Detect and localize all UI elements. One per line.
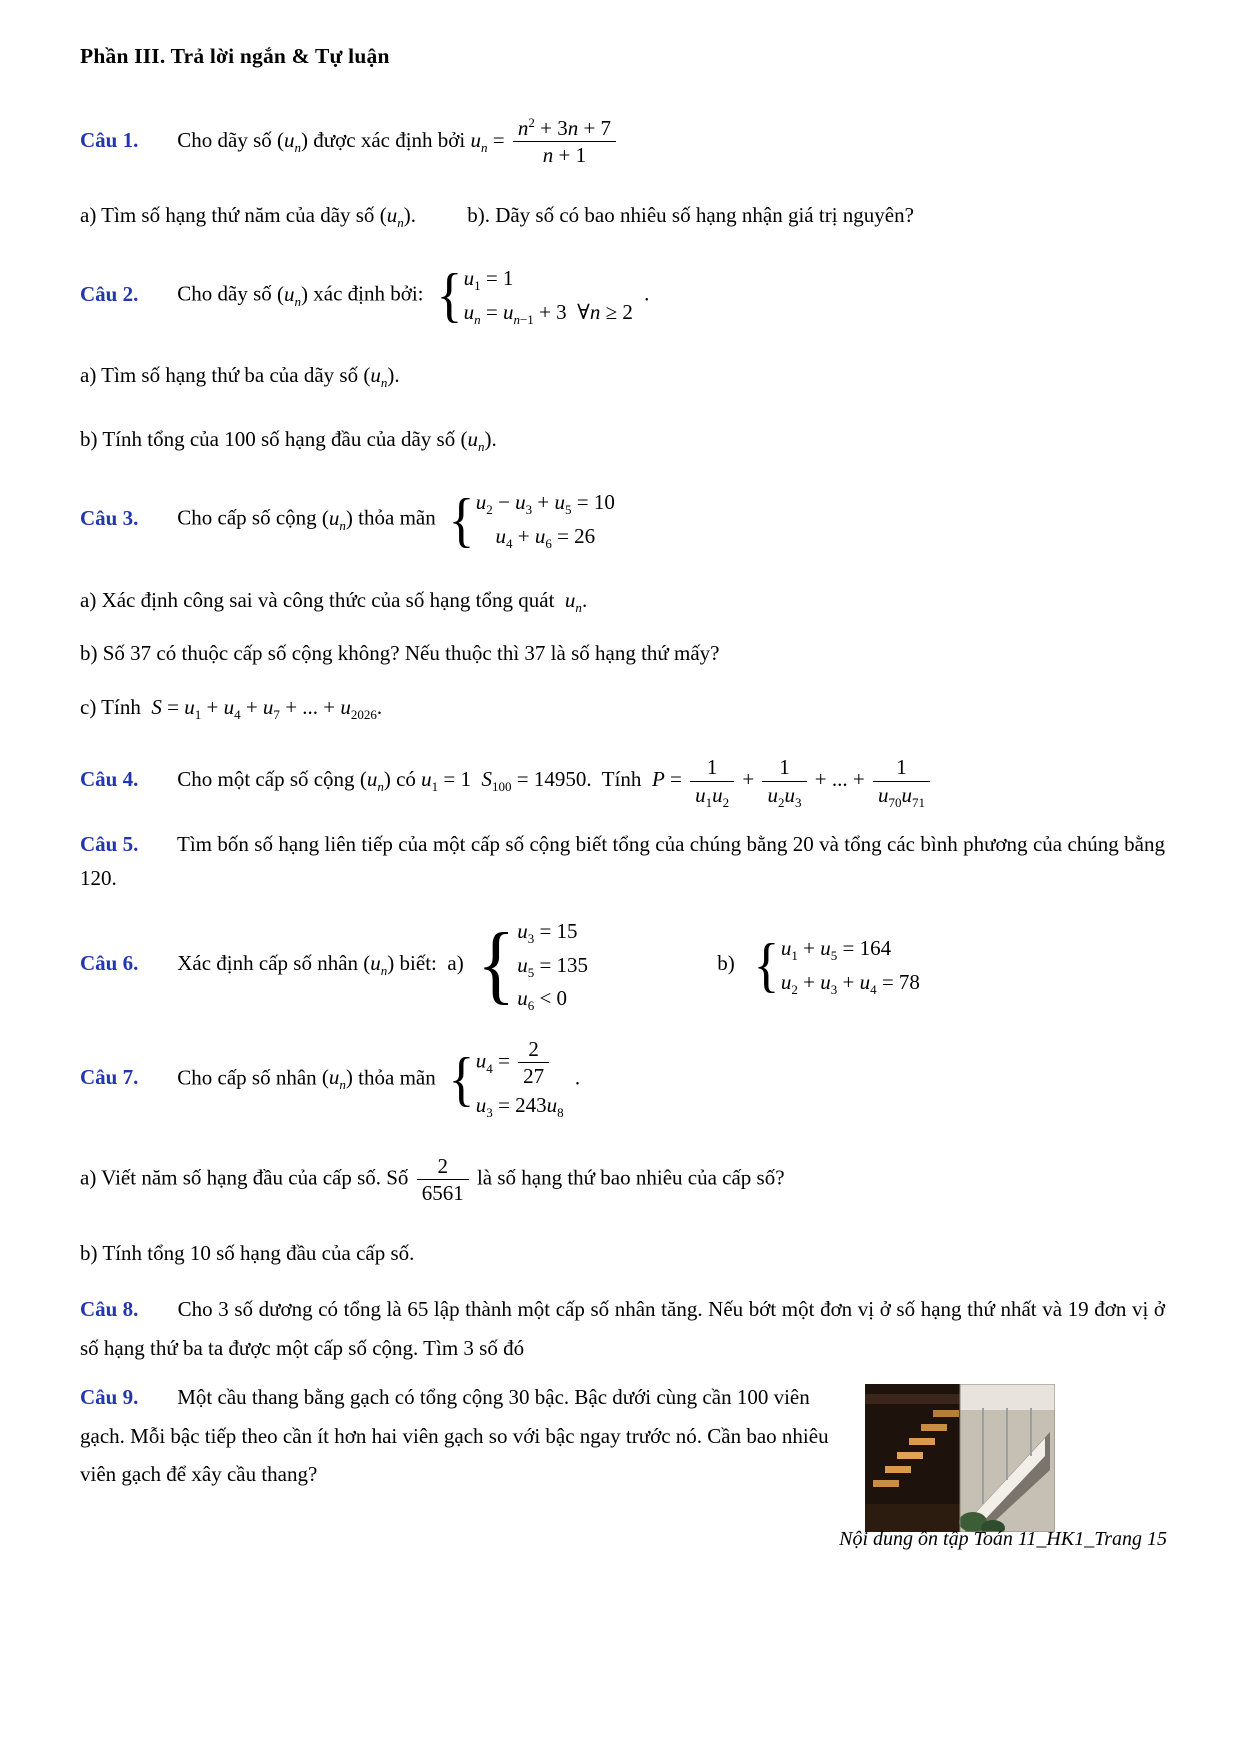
- system-rows: [517, 915, 588, 1016]
- question-5: [80, 828, 1165, 895]
- system-row: $u_4$ = $\frac{2}{27}$: [476, 1036, 564, 1090]
- question-4-label: Câu 4.: [80, 767, 139, 791]
- question-7-system: [447, 1036, 564, 1123]
- question-3-system: [447, 486, 615, 553]
- question-6-label: Câu 6.: [80, 951, 139, 976]
- question-7-part-a: a) Viết năm số hạng đầu của cấp số. Số $\frac{2}{6561}$ là số hạng thứ bao nhiêu của cấp số?: [80, 1154, 785, 1206]
- question-7-label: Câu 7.: [80, 1065, 139, 1090]
- question-3-part-c: c) Tính $S = u_1 + u_4 + u_7$ + ... + $u_{2026}$.: [80, 694, 383, 723]
- system-rows: [781, 932, 920, 999]
- question-1: [80, 115, 1165, 169]
- question-1-label: Câu 1.: [80, 127, 139, 152]
- question-9-text: Một cầu thang bằng gạch có tổng cộng 30 bậc. Bậc dưới cùng cần 100 viên gạch. Mỗi bậc tiếp theo cần ít hơn hai viên gạch so với bậc ngay trước nó. Cần bao nhiêu viên gạch để xây cầu thang?: [80, 1384, 829, 1487]
- question-1-text: Cho dãy số $(u_n)$ được xác định bởi $u_n$ = $\frac{n^2 + 3n + 7}{n + 1}$: [177, 128, 619, 152]
- system-rows: [476, 1036, 564, 1123]
- system-rows: [464, 262, 633, 329]
- left-brace: {: [448, 1045, 475, 1112]
- left-brace: {: [753, 932, 780, 999]
- question-3-text: Cho cấp số cộng $(u_n)$ thỏa mãn: [177, 505, 436, 534]
- question-3-label: Câu 3.: [80, 505, 139, 530]
- question-3-part-a: a) Xác định công sai và công thức của số hạng tổng quát $u_n$.: [80, 587, 588, 615]
- question-8: [80, 1290, 1165, 1368]
- system-row: $u_n = u_{n-1} + 3$ ∀n ≥ 2: [463, 299, 633, 327]
- system-row: $u_1 = 1$: [463, 266, 514, 294]
- question-8-label: Câu 8.: [80, 1297, 139, 1322]
- question-7: [80, 1036, 1165, 1123]
- page-footer: Nội dung ôn tập Toán 11_HK1_Trang 15: [839, 1528, 1167, 1550]
- question-8-text: Cho 3 số dương có tổng là 65 lập thành một cấp số nhân tăng. Nếu bớt một đơn vị ở số hạng thứ nhất và 19 đơn vị ở số hạng thứ ba ta được một cấp số cộng. Tìm 3 số đó: [80, 1297, 1165, 1360]
- question-7-text: Cho cấp số nhân $(u_n)$ thỏa mãn: [177, 1065, 436, 1093]
- staircase-photo-image: [865, 1384, 1055, 1532]
- question-9-label: Câu 9.: [80, 1384, 139, 1409]
- question-6-system-b: [752, 932, 920, 999]
- question-9: [80, 1378, 1165, 1495]
- question-2-label: Câu 2.: [80, 281, 139, 306]
- left-brace: {: [477, 916, 516, 1014]
- question-4: [80, 754, 1165, 808]
- question-7-part-b: b) Tính tổng 10 số hạng đầu của cấp số.: [80, 1240, 415, 1265]
- question-2-period: .: [644, 281, 650, 306]
- question-6-system-a: [475, 915, 588, 1016]
- system-row: $u_2 + u_3 + u_4 = 78$: [780, 969, 920, 997]
- question-6-text: Xác định cấp số nhân $(u_n)$ biết: a): [177, 951, 464, 979]
- question-2: [80, 262, 1165, 329]
- system-rows: [476, 486, 615, 553]
- question-3-part-b: b) Số 37 có thuộc cấp số cộng không? Nếu thuộc thì 37 là số hạng thứ mấy?: [80, 641, 720, 666]
- question-4-text: Cho một cấp số cộng $(u_n)$ có $u_1 = 1$ $S_{100} = 14950$. Tính P = $\frac{1}{u_1u_2}$ + $\frac{1}{u_2u_3}$ + ... + $\frac{1}{u_{70}u_{71}}$: [177, 767, 933, 791]
- system-row: $u_6 < 0$: [517, 986, 568, 1014]
- staircase-photo: [865, 1384, 1055, 1532]
- system-row: $u_2 - u_3 + u_5 = 10$: [475, 490, 615, 518]
- question-1-part-a: a) Tìm số hạng thứ năm của dãy số $(u_n)$.: [80, 202, 416, 230]
- question-5-label: Câu 5.: [80, 831, 139, 856]
- question-6-part-b-label: b): [717, 951, 735, 976]
- question-2-part-b: b) Tính tổng của 100 số hạng đầu của dãy số $(u_n)$.: [80, 426, 497, 455]
- system-row: $u_5 = 135$: [517, 952, 589, 980]
- question-2-text: Cho dãy số $(u_n)$ xác định bởi:: [177, 281, 424, 309]
- question-7-period: .: [574, 1065, 581, 1090]
- question-5-text: Tìm bốn số hạng liên tiếp của một cấp số cộng biết tổng của chúng bằng 20 và tổng các bình phương của chúng bằng 120.: [80, 831, 1165, 890]
- question-2-system: [435, 262, 633, 329]
- question-3: [80, 486, 1165, 553]
- question-6: [80, 915, 1165, 1016]
- question-2-part-a: a) Tìm số hạng thứ ba của dãy số $(u_n)$.: [80, 363, 400, 391]
- question-1-part-b: b). Dãy số có bao nhiêu số hạng nhận giá trị nguyên?: [467, 202, 914, 227]
- system-row: $u_4 + u_6 = 26$: [495, 524, 596, 552]
- system-row: $u_1 + u_5 = 164$: [780, 935, 892, 964]
- question-1-parts: [80, 199, 1165, 233]
- left-brace: {: [448, 486, 475, 553]
- system-row: $u_3 = 243u_8$: [475, 1093, 564, 1121]
- section-heading: Phần III. Trả lời ngắn & Tự luận: [80, 44, 390, 68]
- left-brace: {: [436, 262, 463, 329]
- system-row: $u_3 = 15$: [517, 919, 578, 947]
